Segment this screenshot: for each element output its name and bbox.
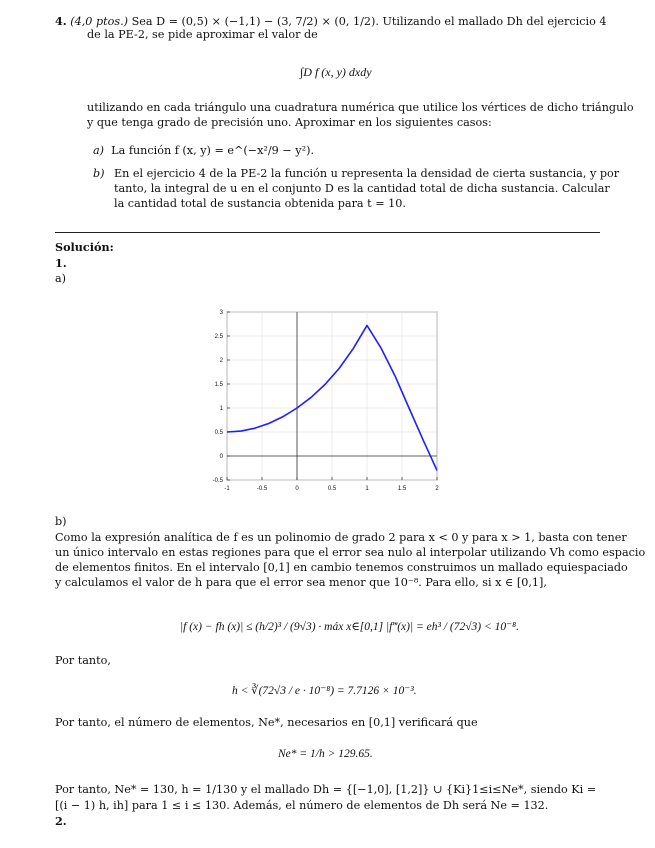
solution-title: Solución: xyxy=(55,240,114,254)
problem-line1-text: Sea D = (0,5) × (−1,1) − (3, 7/2) × (0, 1/2). Utilizando el mallado Dh del ejercicio 4 xyxy=(131,15,607,28)
y-tick-label: 2.5 xyxy=(214,334,223,340)
item-a-label: a) xyxy=(93,144,105,157)
problem-points: (4,0 ptos.) xyxy=(70,15,129,28)
por-tanto-1: Por tanto, xyxy=(55,654,111,667)
item-a-text: La función f (x, y) = e^(−x²/9 − y²). xyxy=(111,144,314,157)
solution-number-2: 2. xyxy=(55,814,67,828)
final-line-1: Por tanto, Ne* = 130, h = 1/130 y el mallado Dh = {[−1,0], [1,2]} ∪ {Ki}1≤i≤Ne*, siendo Ki = xyxy=(55,783,597,796)
solution-part-b: b) xyxy=(55,515,67,528)
solution-part-a: a) xyxy=(55,272,67,285)
section-divider xyxy=(55,232,600,233)
integral-formula: ∫D f (x, y) dxdy xyxy=(300,65,372,79)
item-b-label: b) xyxy=(93,167,105,180)
x-tick-label: 0.5 xyxy=(327,486,337,492)
item-b-line3: la cantidad total de sustancia obtenida para t = 10. xyxy=(114,197,406,210)
por-tanto-2: Por tanto, el número de elementos, Ne*, necesarios en [0,1] verificará que xyxy=(55,716,478,729)
x-tick-label: 1 xyxy=(365,486,369,492)
x-tick-label: 2 xyxy=(435,486,439,492)
y-tick-label: 1 xyxy=(219,406,223,412)
solution-b-line4: y calculamos el valor de h para que el error sea menor que 10⁻⁸. Para ello, si x ∈ [0,1], xyxy=(55,576,547,589)
x-tick-label: -0.5 xyxy=(256,486,268,492)
problem-line-1 xyxy=(55,14,606,29)
solution-b-line2: un único intervalo en estas regiones para que el error sea nulo al interpolar utilizando Vh como espacio xyxy=(55,546,646,559)
error-bound-equation: |f (x) − fh (x)| ≤ (h/2)³ / (9√3) · máx x∈[0,1] |f‴(x)| = eh³ / (72√3) < 10⁻⁸. xyxy=(180,621,520,633)
ne-equation: Ne* = 1/h > 129.65. xyxy=(278,748,373,760)
y-tick-label: 0 xyxy=(219,454,223,460)
item-b-line1: En el ejercicio 4 de la PE-2 la función u representa la densidad de cierta sustancia, y por xyxy=(114,167,620,180)
solution-number-1: 1. xyxy=(55,256,67,270)
y-tick-label: 1.5 xyxy=(214,382,223,388)
x-tick-label: 1.5 xyxy=(397,486,407,492)
x-tick-label: -1 xyxy=(224,486,230,492)
problem-number: 4. xyxy=(55,14,67,28)
solution-b-line3: de elementos finitos. En el intervalo [0,1] en cambio tenemos construimos un mallado equiespaciado xyxy=(55,561,628,574)
problem-line2: de la PE-2, se pide aproximar el valor de xyxy=(87,28,318,41)
final-line-2: [(i − 1) h, ih] para 1 ≤ i ≤ 130. Además, el número de elementos de Dh será Ne = 132. xyxy=(55,799,549,812)
h-bound-equation: h < ∛(72√3 / e · 10⁻⁸) = 7.7126 × 10⁻³. xyxy=(232,685,417,697)
item-b-line2: tanto, la integral de u en el conjunto D es la cantidad total de dicha sustancia. Calcular xyxy=(114,182,610,195)
x-tick-label: 0 xyxy=(295,486,299,492)
problem-paragraph-2: y que tenga grado de precisión uno. Aproximar en los siguientes casos: xyxy=(87,116,492,129)
solution-b-line1: Como la expresión analítica de f es un polinomio de grado 2 para x < 0 y para x > 1, basta con tener xyxy=(55,531,627,544)
problem-paragraph-1: utilizando en cada triángulo una cuadratura numérica que utilice los vértices de dicho triángulo xyxy=(87,101,634,114)
y-tick-label: 0.5 xyxy=(214,430,223,436)
y-tick-label: 2 xyxy=(219,358,223,364)
function-plot xyxy=(200,305,455,495)
y-tick-label: 3 xyxy=(219,310,223,316)
y-tick-label: -0.5 xyxy=(212,478,223,484)
item-a xyxy=(93,144,314,158)
